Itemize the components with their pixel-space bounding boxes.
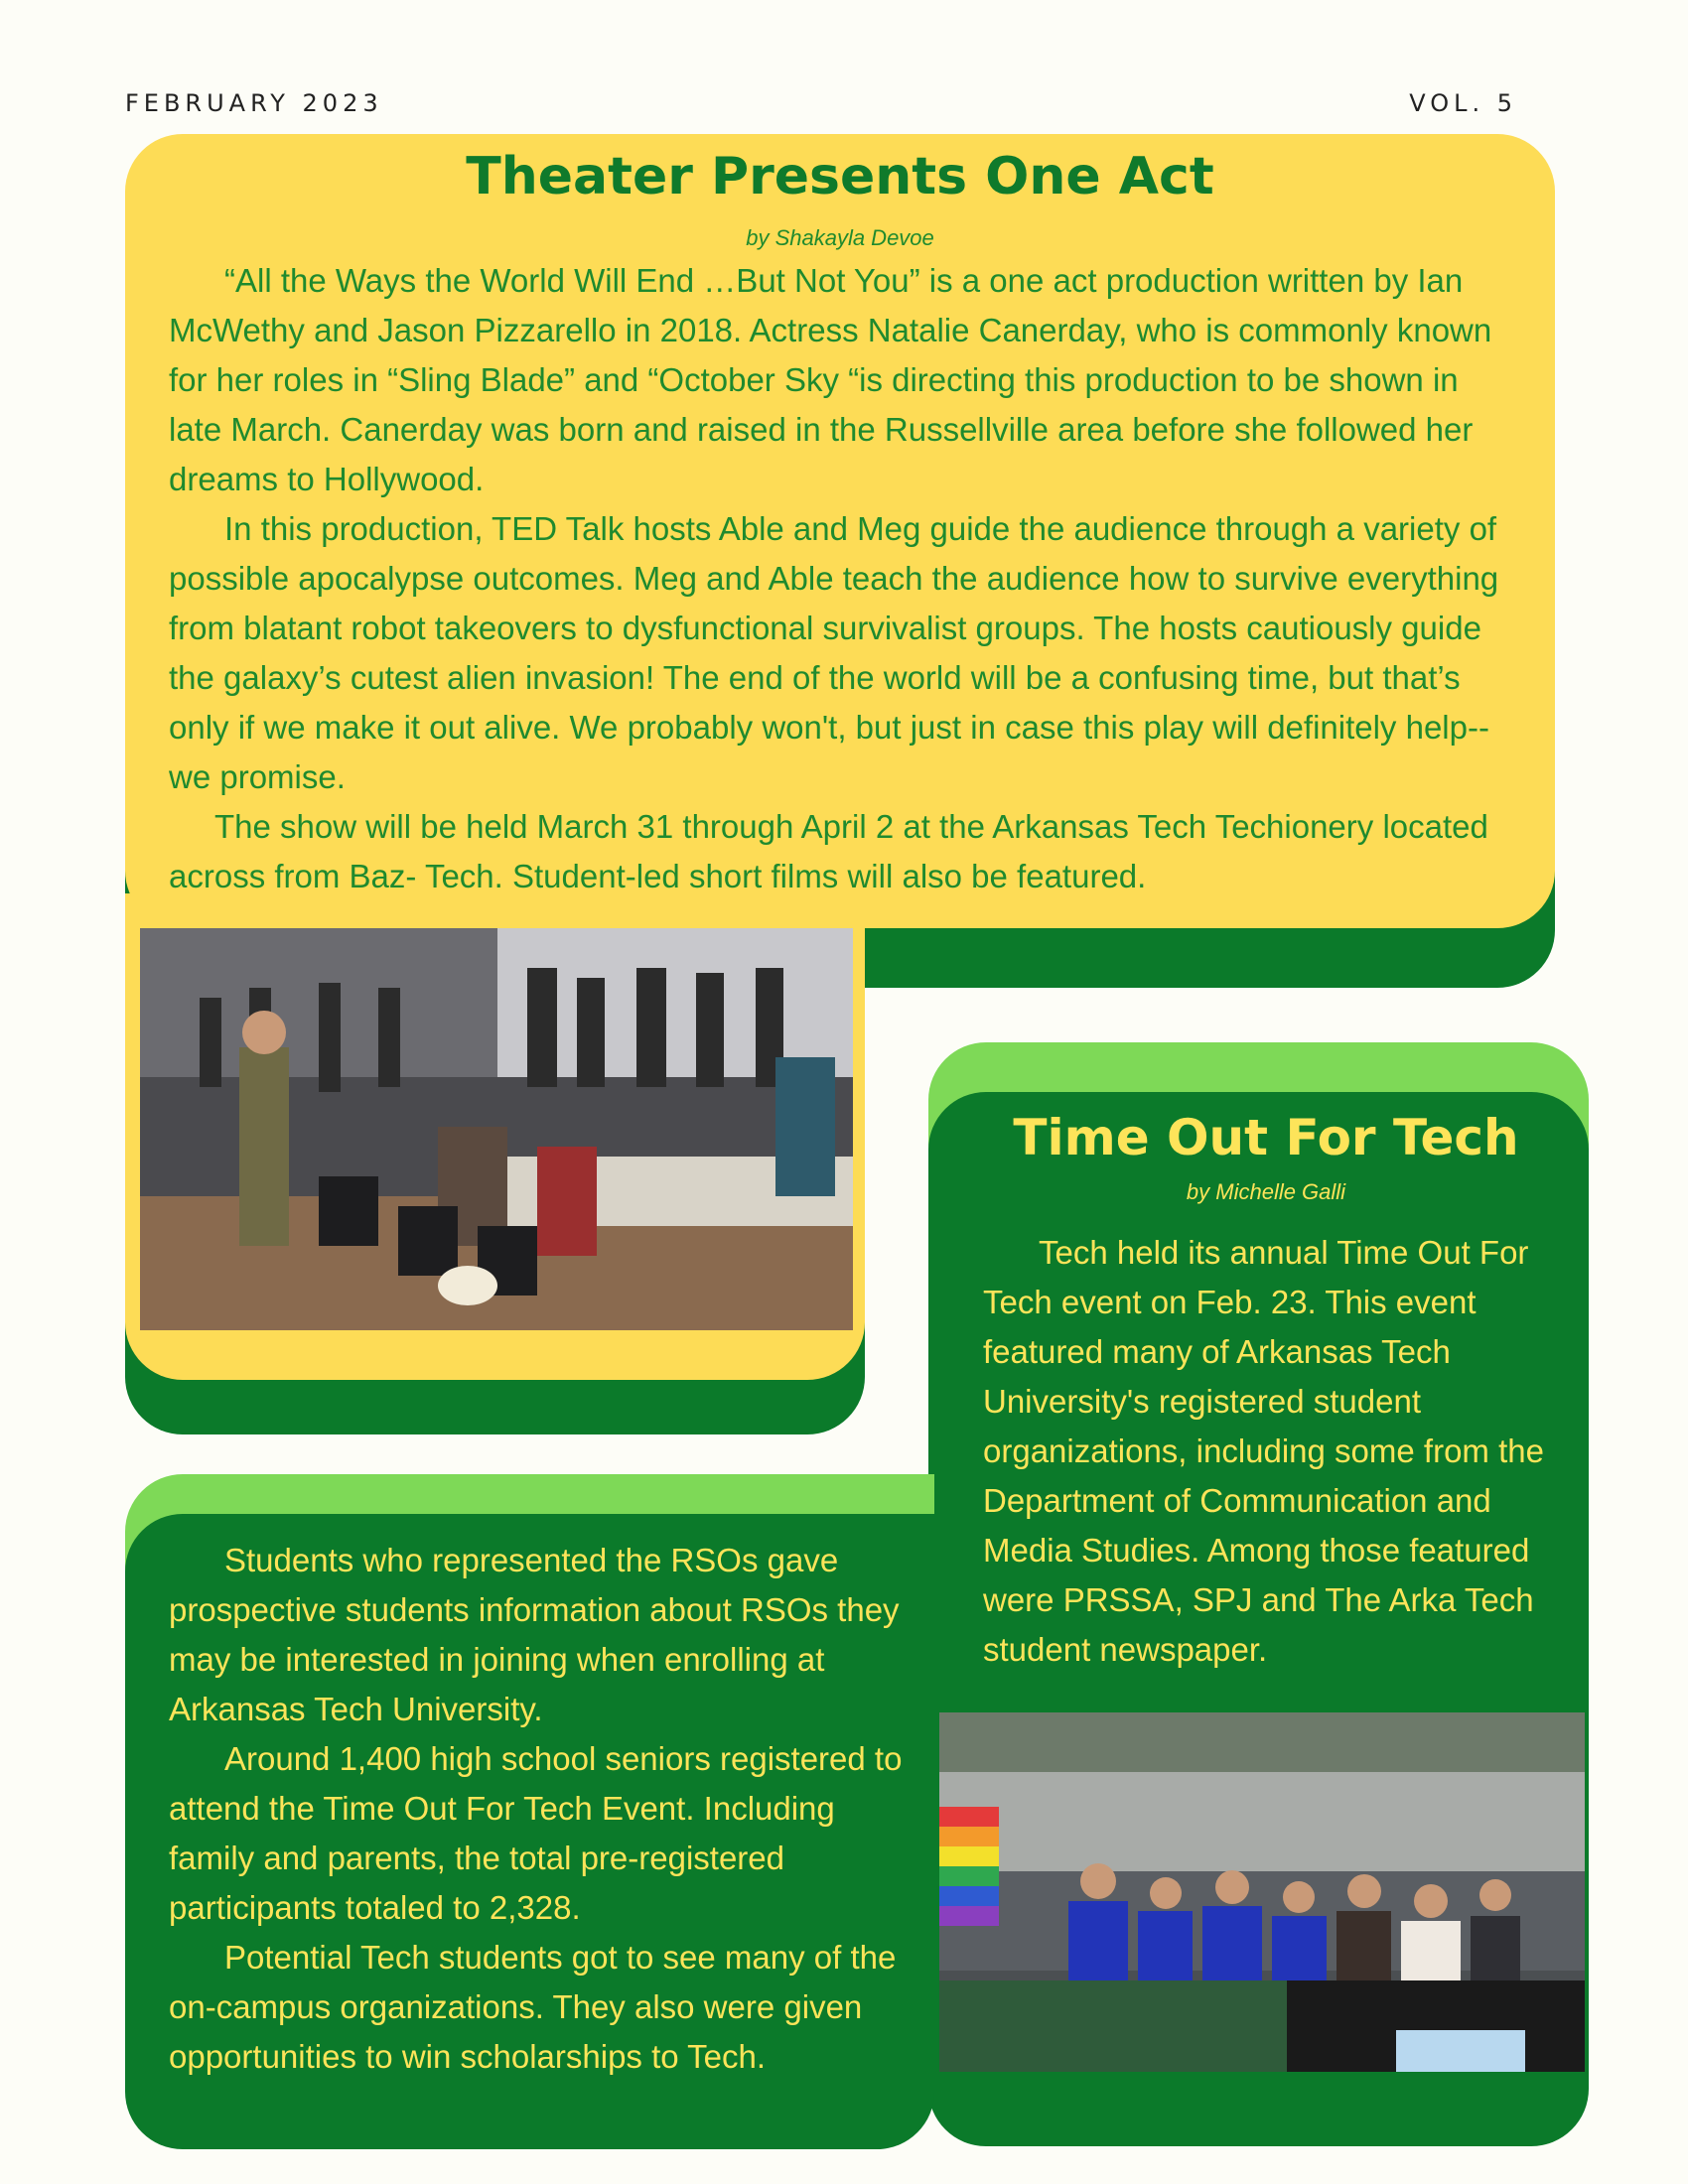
theater-title: Theater Presents One Act: [466, 147, 1214, 206]
rso-paragraph-1: Students who represented the RSOs gave prospective students information about RSOs they may be interested in joining when enrolling at Arkansas Tech University.: [169, 1542, 900, 1727]
theater-paragraph-3: The show will be held March 31 through April 2 at the Arkansas Tech Techionery located across from Baz- Tech. Student-led short films will also be featured.: [169, 808, 1488, 894]
theater-byline: by Shakayla Devoe: [746, 225, 934, 250]
timeout-booth-photo: [939, 1712, 1585, 2072]
theater-body: [169, 256, 1509, 901]
theater-article: [125, 134, 1555, 251]
timeout-byline: by Michelle Galli: [1186, 1179, 1346, 1204]
timeout-title: Time Out For Tech: [1013, 1109, 1519, 1166]
issue-date: FEBRUARY 2023: [125, 89, 383, 117]
theater-paragraph-2: In this production, TED Talk hosts Able and Meg guide the audience through a variety of possible apocalypse outcomes. Meg and Able teach the audience how to survive everything from blatant robot takeovers to dysfunctional survivalist groups. The hosts cautiously guide the galaxy’s cutest alien invasion! The end of the world will be a confusing time, but that’s only if we make it out alive. We probably won't, but just in case this play will definitely help--we promise.: [169, 510, 1499, 795]
issue-volume: VOL. 5: [1409, 89, 1517, 117]
rso-paragraph-3: Potential Tech students got to see many of the on-campus organizations. They also were given opportunities to win scholarships to Tech.: [169, 1939, 897, 2075]
rso-body: [169, 1536, 918, 2082]
timeout-header: [928, 1102, 1604, 1205]
theater-rehearsal-photo: [140, 928, 853, 1330]
timeout-paragraph-1: Tech held its annual Time Out For Tech event on Feb. 23. This event featured many of Arkansas Tech University's registered student organizations, including some from the Department of Communication and Media Studies. Among those featured were PRSSA, SPJ and The Arka Tech student newspaper.: [983, 1234, 1544, 1668]
rso-paragraph-2: Around 1,400 high school seniors registered to attend the Time Out For Tech Event. Including family and parents, the total pre-registered participants totaled to 2,328.: [169, 1740, 903, 1926]
timeout-body: [983, 1228, 1569, 1675]
theater-paragraph-1: “All the Ways the World Will End …But Not You” is a one act production written by Ian McWethy and Jason Pizzarello in 2018. Actress Natalie Canerday, who is commonly known for her roles in “Sling Blade” and “October Sky “is directing this production to be shown in late March. Canerday was born and raised in the Russellville area before she followed her dreams to Hollywood.: [169, 262, 1492, 497]
